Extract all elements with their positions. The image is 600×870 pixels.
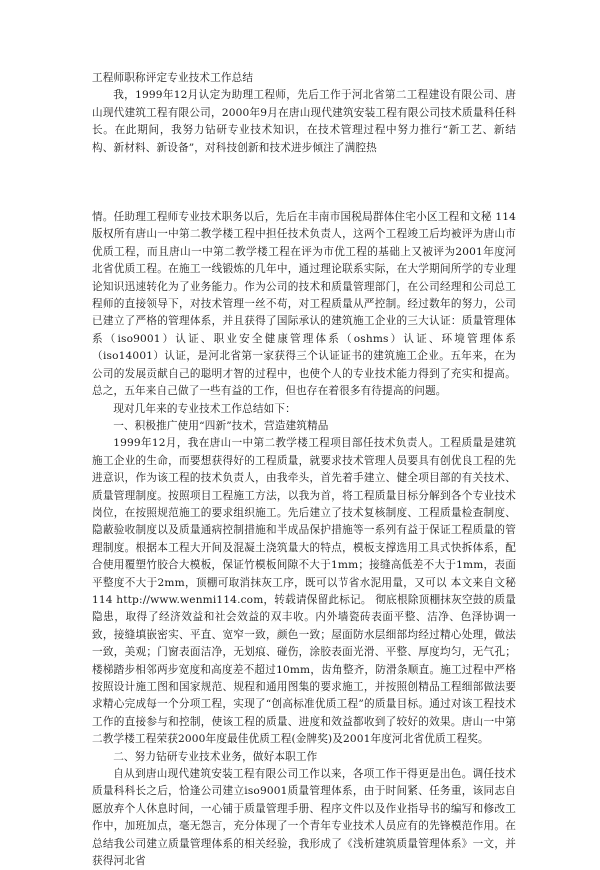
section-heading-2: 二、努力钻研专业技术业务，做好本职工作 (113, 750, 318, 763)
paragraph-section-2: 自从到唐山现代建筑安装工程有限公司工作以来，各项工作干得更是出色。调任技术质量科科长之后，恰逢公司建立iso9001质量管理体系，由于时间紧、任务重，该同志自愿放弃个人休息时间，一心铺于质量管理手册、程序文件以及作业指导书的编写和修改工作中，加班加点，毫无怨言，充分体现了一个青年专业技术人员应有的先锋模范作用。在总结我公司建立质量管理体系的相关经验，我形成了《浅析建筑质量管理体系》一文，并获得河北省 (92, 768, 516, 868)
section-heading-1: 一、积极推广使用“四新”技术，营造建筑精品 (113, 419, 329, 432)
paragraph-intro: 我，1999年12月认定为助理工程师，先后工作于河北省第二工程建设有限公司、唐山现代建筑工程有限公司，2000年9月在唐山现代建筑安装工程有限公司技术质量科任科长。在此期间，我努力钻研专业技术知识，在技术管理过程中努力推行“新工艺、新结构、新材料、新设备”，对科技创新和技术进步倾注了满腔热 (92, 89, 516, 154)
paragraph-continuation: 情。任助理工程师专业技术职务以后，先后在丰南市国税局群体住宅小区工程和文秘 114版权所有唐山一中第二教学楼工程中担任技术负责人，这两个工程竣工后均被评为唐山市优质工程，而且唐山一中第二教学楼工程在评为市优工程的基础上又被评为2001年度河北省优质工程。在施工一线锻炼的几年中，通过理论联系实际，在大学期间所学的专业理论知识迅速转化为了业务能力。作为公司的技术和质量管理部门，在公司经理和公司总工程师的直接领导下，对技术管理一丝不苟，对工程质量从严控制。经过数年的努力，公司已建立了严格的管理体系，并且获得了国际承认的建筑施工企业的三大认证：质量管理体系（iso9001）认证、职业安全健康管理体系（oshms）认证、环境管理体系（iso14001）认证，是河北省第一家获得三个认证证书的建筑施工企业。五年来，在为公司的发展贡献自己的聪明才智的过程中，也使个人的专业技术能力得到了充实和提高。总之，五年来自己做了一些有益的工作，但也存在着很多有待提高的问题。 (92, 211, 516, 398)
paragraph-section-1: 1999年12月，我在唐山一中第二教学楼工程项目部任技术负责人。工程质量是建筑施工企业的生命，而要想获得好的工程质量，就要求技术管理人员要具有创优良工程的先进意识，作为该工程的技术负责人，由我牵头，首先着手建立、健全项目部的有关技术、质量管理制度。按照项目工程施工方法，以我为首，将工程质量目标分解到各个专业技术岗位，在按照规范施工的要求组织施工。先后建立了技术复核制度、工程质量检查制度、隐蔽验收制度以及质量通病控制措施和半成品保护措施等一系列有益于保证工程质量的管理制度。根据本工程大开间及混凝土浇筑量大的特点，模板支撑选用工具式快拆体系，配合使用覆塑竹胶合大模板，保证竹模板间隙不大于1mm；接缝高低差不大于1mm，表面平整度不大于2mm，顶棚可取消抹灰工序，既可以节省水泥用量，又可以 本文来自文秘 114 http://www.wenmi114.com，转载请保留此标记。 彻底根除顶棚抹灰空鼓的质量隐患，取得了经济效益和社会效益的双丰收。内外墙瓷砖表面平整、洁净、色泽协调一致，接缝填嵌密实、平直、宽窄一致，颜色一致；屋面防水层细部均经过精心处理，做法一致，美观；门窗表面洁净，无划痕、碰伤，涂胶表面光滑、平整、厚度均匀，无气孔；楼梯踏步相邻两步宽度和高度差不超过10mm，齿角整齐，防滑条顺直。施工过程中严格按照设计施工图和国家规范、规程和通用图集的要求施工，并按照创精品工程细部做法要求精心完成每一个分项工程，实现了“创高标准优质工程”的质量目标。通过对该工程技术工作的直接参与和控制，使该工程的质量、进度和效益都收到了较好的效果。唐山一中第二教学楼工程荣获2000年度最佳优质工程(金牌奖)及2001年度河北省优质工程奖。 (92, 437, 516, 746)
page-gap (92, 157, 516, 209)
document-page (92, 70, 516, 870)
paragraph-summary-lead: 现对几年来的专业技术工作总结如下： (113, 402, 296, 415)
document-title: 工程师职称评定专业技术工作总结 (92, 72, 254, 84)
